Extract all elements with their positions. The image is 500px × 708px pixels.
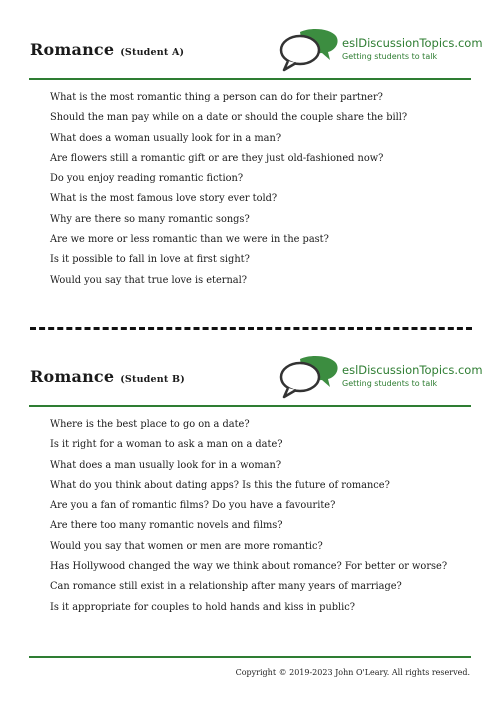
brand-tagline: Getting students to talk (342, 52, 438, 61)
brand-name: eslDiscussionTopics.com (342, 36, 483, 50)
site-logo-b (278, 355, 483, 401)
page-title-b (30, 367, 185, 386)
section-student-a: Romance (Student A) eslDiscussionTopics.com Getting students to talk What is the most romantic thing a person can do for their partner? Should the man pay while on a date or should the couple share the bill? What does a woman usually look for in a man? Are flowers still a romantic gift or are they just old-fashioned now? Do you enjoy reading romantic fiction? What is the most famous love story ever told? Why are there so many romantic songs? Are we more or less romantic than we were in the past? Is it possible to fall in love at first sight? Would you say that true love is eternal? (0, 0, 500, 80)
footer-divider (29, 656, 471, 658)
brand-tagline: Getting students to talk (342, 379, 438, 388)
header-divider-a (29, 78, 471, 80)
speech-bubbles-icon (278, 28, 338, 74)
title-text-b: Romance (30, 367, 115, 386)
section-b-header (0, 327, 500, 407)
brand-name: eslDiscussionTopics.com (342, 363, 483, 377)
header-divider-b (29, 405, 471, 407)
title-text-a: Romance (30, 40, 115, 59)
speech-bubbles-icon (278, 355, 338, 401)
section-student-b: Romance (Student B) eslDiscussionTopics.com Getting students to talk Where is the best place to go on a date? Is it right for a woman to ask a man on a date? What does a man usually look for in a woman? What do you think about dating apps? Is this the future of romance? Are you a fan of romantic films? Do you have a favourite? Are there too many romantic novels and films? Would you say that women or men are more romantic? Has Hollywood changed the way we think about romance? For better or worse? Can romance still exist in a relationship after many years of marriage? Is it appropriate for couples to hold hands and kiss in public? (0, 327, 500, 407)
site-logo-a (278, 28, 483, 74)
copyright-notice: Copyright © 2019-2023 John O'Leary. All rights reserved. (235, 668, 470, 677)
page-title-a (30, 40, 184, 59)
section-a-header (0, 0, 500, 80)
subtitle-a: (Student A) (120, 47, 185, 58)
subtitle-b: (Student B) (120, 374, 185, 385)
